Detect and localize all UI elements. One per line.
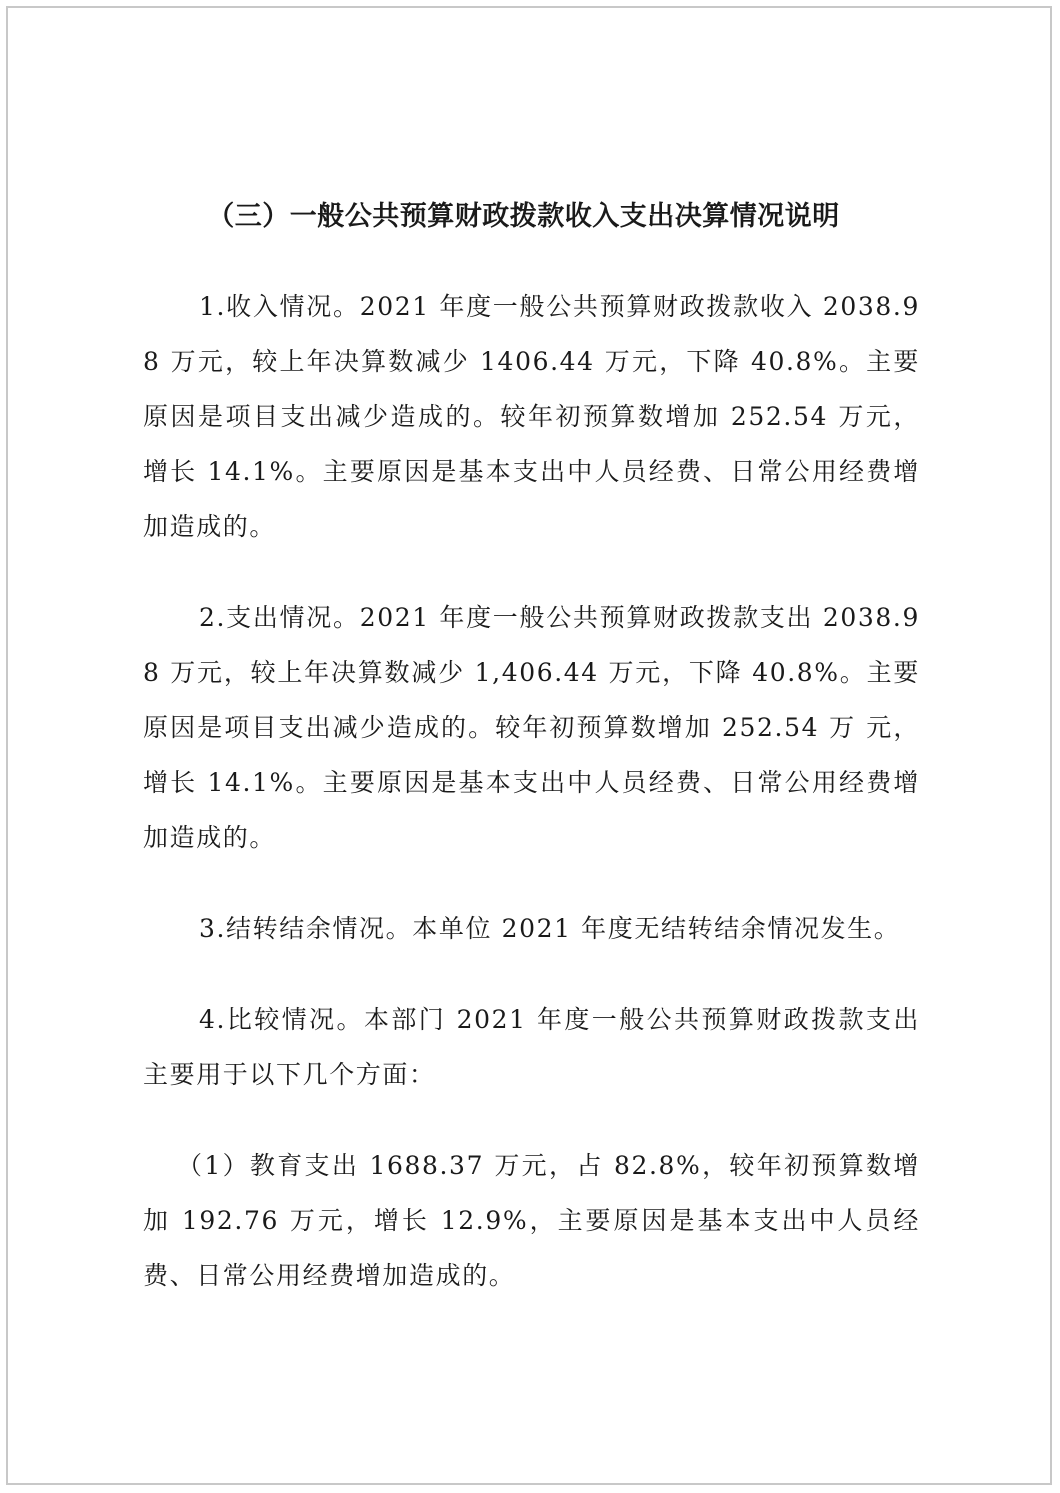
paragraph-carryover: 3.结转结余情况。本单位 2021 年度无结转结余情况发生。 xyxy=(199,914,901,943)
paragraph-expenditure: 2.支出情况。2021 年度一般公共预算财政拨款支出 2038.98 万元，较上年决算数减少 1,406.44 万元，下降 40.8%。主要原因是项目支出减少造成的。较年初预算数增加 252.54 万 元，增长 14.1%。主要原因是基本支出中人员经费、日常公用经费增加造成的。 xyxy=(143,603,920,852)
section-heading: （三）一般公共预算财政拨款收入支出决算情况说明 xyxy=(207,201,840,232)
paragraph-comparison: 4.比较情况。本部门 2021 年度一般公共预算财政拨款支出主要用于以下几个方面： xyxy=(143,1005,920,1089)
document-body xyxy=(143,193,920,1339)
paragraph-education-expenditure: （1）教育支出 1688.37 万元，占 82.8%，较年初预算数增加 192.76 万元，增长 12.9%，主要原因是基本支出中人员经费、日常公用经费增加造成的。 xyxy=(143,1151,920,1290)
paragraph-income: 1.收入情况。2021 年度一般公共预算财政拨款收入 2038.98 万元，较上年决算数减少 1406.44 万元，下降 40.8%。主要原因是项目支出减少造成的。较年初预算数增加 252.54 万元，增长 14.1%。主要原因是基本支出中人员经费、日常公用经费增加造成的。 xyxy=(143,292,920,541)
